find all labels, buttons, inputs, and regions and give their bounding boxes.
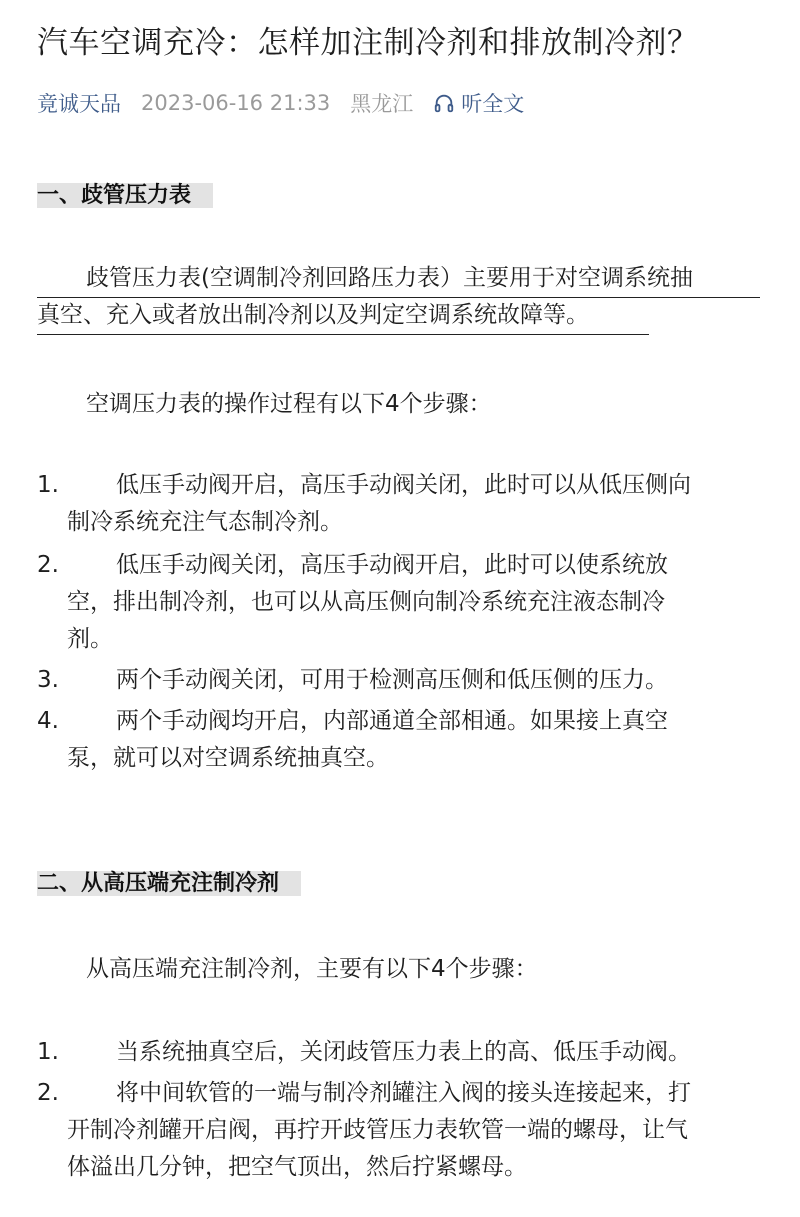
section1-steps-intro: 空调压力表的操作过程有以下4个步骤： <box>86 391 492 417</box>
headphones-icon <box>433 92 455 114</box>
section2-steps-intro: 从高压端充注制冷剂，主要有以下4个步骤： <box>86 956 538 982</box>
list-item: 4. 两个手动阀均开启，内部通道全部相通。如果接上真空 泵，就可以对空调系统抽真空。 <box>37 708 668 771</box>
section1-intro <box>37 262 767 335</box>
author-name[interactable]: 竟诚天品 <box>37 92 121 116</box>
intro-line-2: 真空、充入或者放出制冷剂以及判定空调系统故障等。 <box>37 299 649 335</box>
list-item: 3. 两个手动阀关闭，可用于检测高压侧和低压侧的压力。 <box>37 667 668 693</box>
intro-line-1: 歧管压力表(空调制冷剂回路压力表）主要用于对空调系统抽 <box>37 262 760 298</box>
list-item: 1. 低压手动阀开启，高压手动阀关闭，此时可以从低压侧向 制冷系统充注气态制冷剂。 <box>37 472 691 535</box>
list-item: 2. 低压手动阀关闭，高压手动阀开启，此时可以使系统放 空，排出制冷剂，也可以从高压侧向制冷系统充注液态制冷 剂。 <box>37 552 668 652</box>
section-heading-2: 二、从高压端充注制冷剂 <box>37 868 301 900</box>
section1-steps-list <box>37 467 767 777</box>
list-item: 2. 将中间软管的一端与制冷剂罐注入阀的接头连接起来，打 开制冷剂罐开启阀，再拧开歧管压力表软管一端的螺母，让气 体溢出几分钟，把空气顶出，然后拧紧螺母。 <box>37 1080 691 1180</box>
listen-label: 听全文 <box>461 92 525 116</box>
section-heading-1: 一、歧管压力表 <box>37 180 213 212</box>
listen-button[interactable] <box>433 88 524 118</box>
article-title: 汽车空调充冷：怎样加注制冷剂和排放制冷剂？ <box>37 25 699 61</box>
section2-steps-list <box>37 1034 767 1186</box>
article-meta <box>37 87 524 119</box>
publish-location: 黑龙江 <box>350 92 414 116</box>
publish-datetime: 2023-06-16 21:33 <box>141 91 331 115</box>
list-item: 1. 当系统抽真空后，关闭歧管压力表上的高、低压手动阀。 <box>37 1039 691 1065</box>
